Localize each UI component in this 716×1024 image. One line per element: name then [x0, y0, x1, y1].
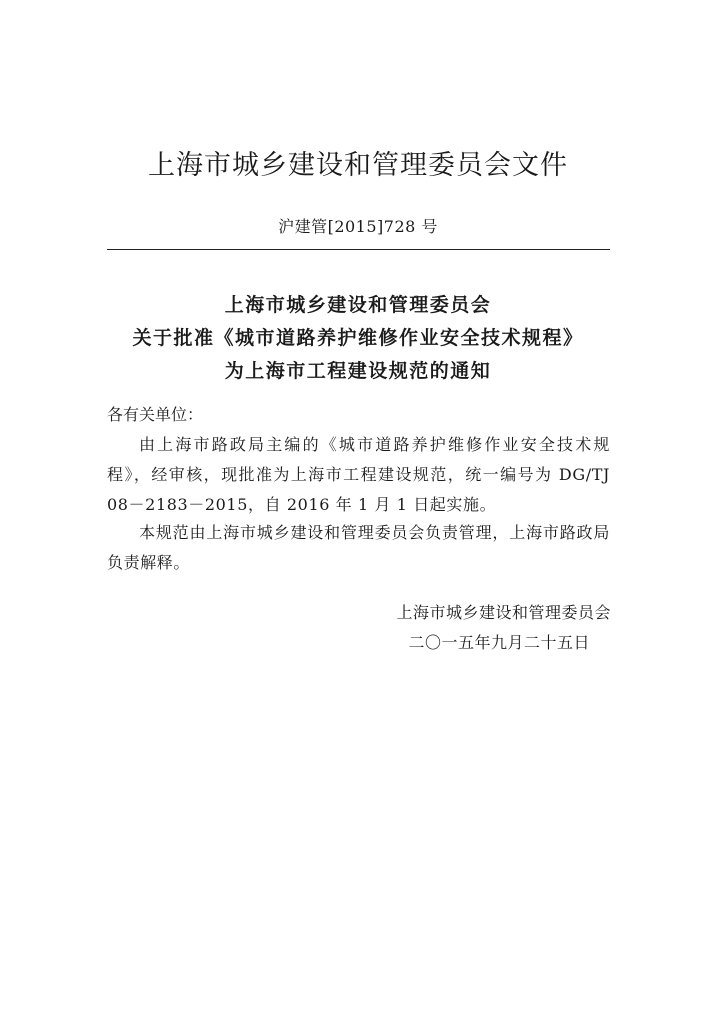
signature-organization: 上海市城乡建设和管理委员会: [396, 603, 611, 622]
body-paragraph-approval: 由上海市路政局主编的《城市道路养护维修作业安全技术规程》，经审核，现批准为上海市工程建设规范，统一编号为 DG/TJ 08－2183－2015，自 2016 年 1 月 1 日起实施。: [107, 435, 610, 514]
signature-date: 二〇一五年九月二十五日: [408, 633, 590, 652]
notice-title-line-2: 关于批准《城市道路养护维修作业安全技术规程》: [132, 327, 584, 349]
salutation: 各有关单位：: [107, 405, 204, 424]
document-number: 沪建管[2015]728 号: [278, 217, 438, 236]
body-paragraph-responsibility: 本规范由上海市城乡建设和管理委员会负责管理，上海市路政局负责解释。: [107, 523, 610, 572]
notice-title-line-3: 为上海市工程建设规范的通知: [224, 360, 492, 382]
issuer-header-title: 上海市城乡建设和管理委员会文件: [148, 150, 568, 181]
header-divider: [107, 249, 610, 250]
notice-title-line-1: 上海市城乡建设和管理委员会: [224, 294, 492, 316]
